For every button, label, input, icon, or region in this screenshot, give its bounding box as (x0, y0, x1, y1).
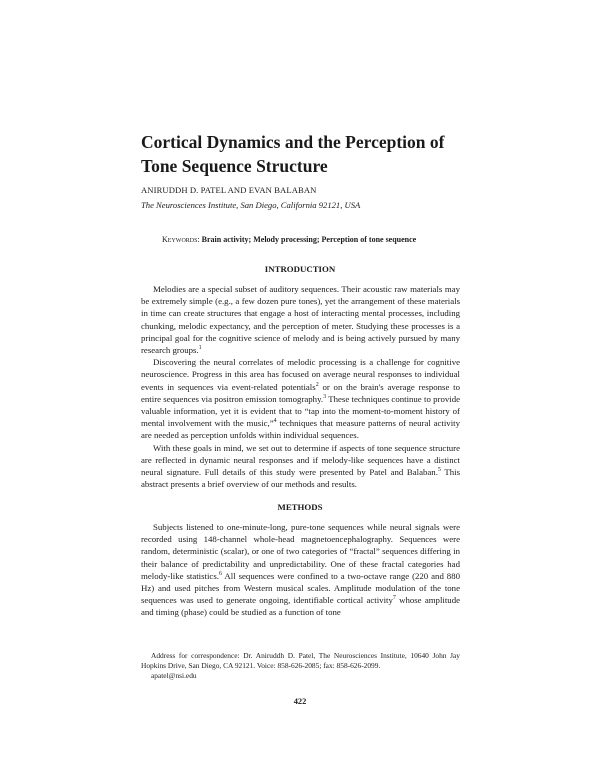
intro-paragraph-2: Discovering the neural correlates of melodic processing is a challenge for cognitive neuroscience. Progress in this area has focused on average neural responses to individual events in sequences via event-related potentials$^2$ or on the brain's average response to entire sequences via positron emission tomography.$^3$ These techniques continue to provide valuable information, yet it is evident that to “tap into the moment-to-moment history of mental involvement with the music,”$^4$ techniques that measure patterns of neural activity are needed as perception unfolds within individual sequences. (141, 357, 460, 441)
footnote-email: apatel@nsi.edu (151, 671, 197, 681)
introduction-body (141, 283, 460, 490)
footnote-address: Address for correspondence: Dr. Aniruddh D. Patel, The Neurosciences Institute, 10640 John Jay Hopkins Drive, San Diego, CA 92121. Voice: 858-626-2085; fax: 858-626-2099. (141, 651, 460, 671)
paper-authors: ANIRUDDH D. PATEL AND EVAN BALABAN (141, 185, 317, 195)
intro-paragraph-1: Melodies are a special subset of auditory sequences. Their acoustic raw materials may be extremely simple (e.g., a few dozen pure tones), yet the arrangement of these materials in time can create structures that engage a host of interacting mental processes, including chunking, melodic expectancy, and the perception of meter. Studying these processes is a principal goal for the cognitive science of melody and is being actively pursued by many research groups.$^1$ (141, 284, 460, 356)
paper-affiliation: The Neurosciences Institute, San Diego, California 92121, USA (141, 200, 361, 210)
correspondence-footnote (141, 651, 460, 682)
intro-paragraph-3: With these goals in mind, we set out to determine if aspects of tone sequence structure are reflected in dynamic neural responses and if melody-like sequences have a distinct neural signature. Full details of this study were presented by Patel and Balaban.$^5$ This abstract presents a brief overview of our methods and results. (141, 442, 460, 490)
methods-heading: METHODS (277, 502, 323, 512)
page-number: 422 (293, 697, 307, 706)
methods-body (141, 521, 460, 619)
keywords-label: Keywords: (162, 235, 200, 244)
methods-paragraph-1: Subjects listened to one-minute-long, pure-tone sequences while neural signals were recorded using 148-channel whole-head magnetoencephalography. Sequences were random, deterministic (scalar), or one of two categories of “fractal” sequences differing in their balance of predictability and unpredictability. One of these fractal categories had melody-like statistics.$^6$ All sequences were confined to a two-octave range (220 and 880 Hz) and used pitches from Western musical scales. Amplitude modulation of the tone sequences was used to generate ongoing, identifiable cortical activity$^7$ whose amplitude and timing (phase) could be studied as a function of tone (141, 522, 460, 618)
keywords-list: Brain activity; Melody processing; Perception of tone sequence (201, 235, 417, 244)
introduction-heading: INTRODUCTION (264, 264, 336, 274)
paper-title: Cortical Dynamics and the Perception of Tone Sequence Structure (141, 132, 445, 176)
keywords-line (162, 235, 416, 244)
